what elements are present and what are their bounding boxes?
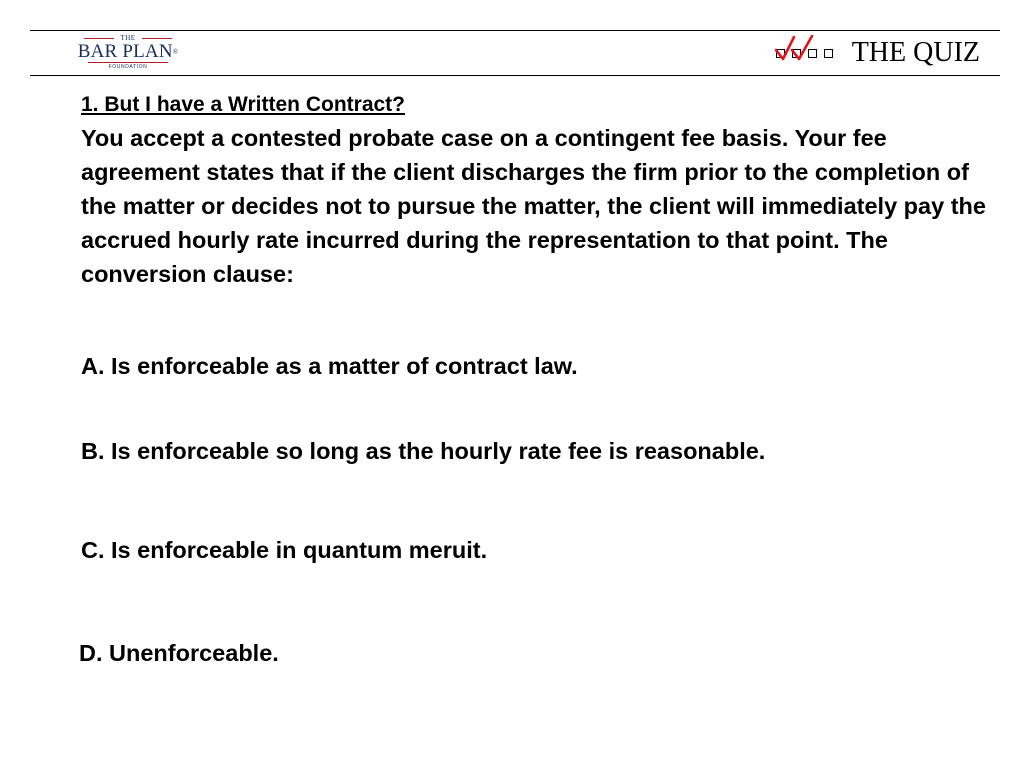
header-top-rule [30,30,1000,31]
answer-option-a: A. Is enforceable as a matter of contract law. [81,353,578,379]
answer-option-c: C. Is enforceable in quantum meruit. [81,537,488,563]
logo-name-text: BAR PLAN [77,41,173,62]
checkbox-4 [824,49,833,58]
quiz-title: THE QUIZ [851,37,980,68]
quiz-checkboxes [776,49,840,58]
checkmark-icon [776,37,794,59]
logo-the-text: THE [72,34,184,42]
logo-registered-mark: ® [172,48,179,56]
answer-option-d: D. Unenforceable. [79,640,279,666]
question-title: 1. But I have a Written Contract? [81,93,405,116]
logo-name [72,42,184,62]
question-body: You accept a contested probate case on a contingent fee basis. Your fee agreement states that if the client discharges the firm prior to the completion of the matter or decides not to pursue the matter, the client will immediately pay the accrued hourly rate incurred during the representation to that point. The conversion clause: [81,125,986,287]
quiz-header [776,36,980,70]
answer-option-b: B. Is enforceable so long as the hourly rate fee is reasonable. [81,438,766,464]
question-block [81,91,986,291]
checkmark-icons [774,35,820,63]
header-bottom-rule [30,75,1000,76]
checkmark-icon [792,36,812,59]
bar-plan-logo [72,34,184,72]
logo-foundation-text: FOUNDATION [88,62,168,70]
